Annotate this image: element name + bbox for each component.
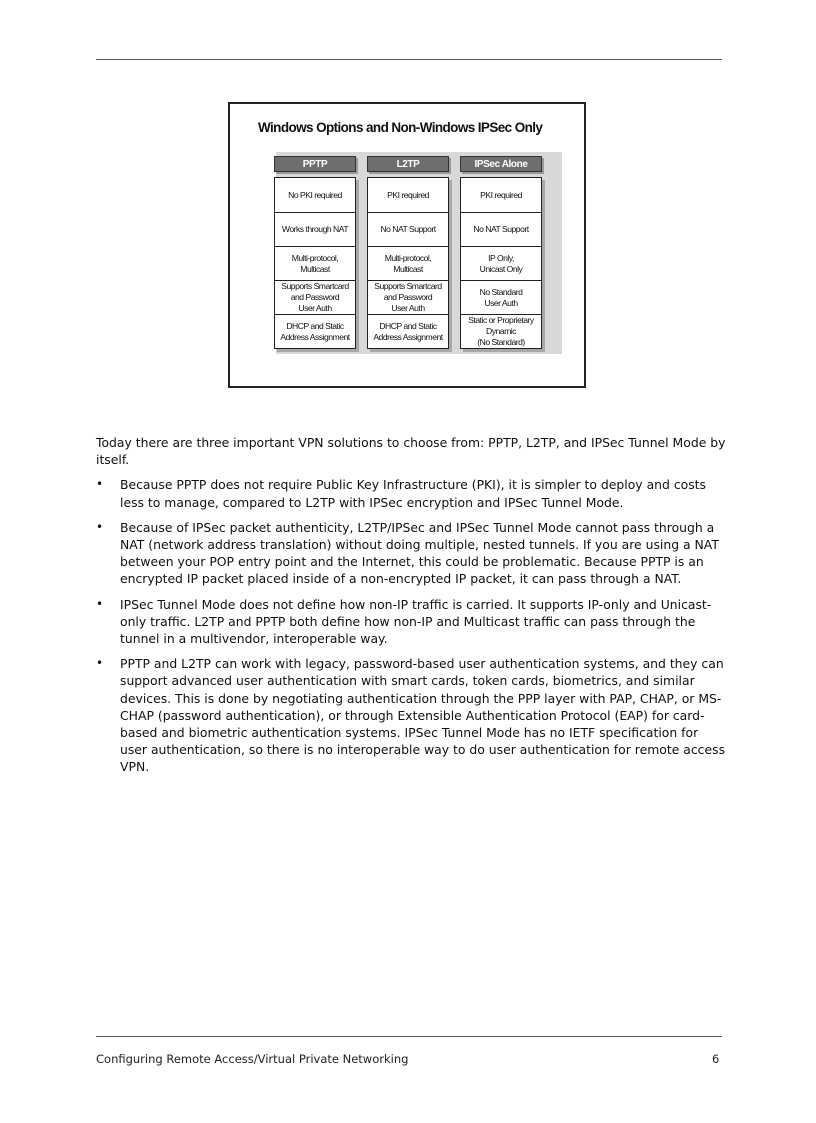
l2tp-cell: Supports Smartcard and Password User Auth	[368, 280, 448, 314]
intro-paragraph: Today there are three important VPN solutions to choose from: PPTP, L2TP, and IPSec Tunnel Mode by itself.	[96, 435, 726, 468]
column-header-ipsec: IPSec Alone	[460, 156, 542, 172]
bullet-icon: •	[96, 596, 104, 611]
footer-rule	[96, 1036, 722, 1037]
body-text	[96, 434, 726, 784]
ipsec-cells	[460, 177, 542, 349]
ipsec-cell: PKI required	[480, 189, 522, 200]
page-number: 6	[712, 1052, 720, 1066]
bullet-icon: •	[96, 477, 104, 492]
bullet-item	[96, 596, 726, 648]
footer-title: Configuring Remote Access/Virtual Private Networking	[96, 1052, 409, 1066]
bullet-text: Because PPTP does not require Public Key Infrastructure (PKI), it is simpler to deploy and costs less to manage, compared to L2TP with IPSec encryption and IPSec Tunnel Mode.	[120, 477, 706, 510]
column-header-l2tp: L2TP	[367, 156, 449, 172]
bullet-text: PPTP and L2TP can work with legacy, password-based user authentication systems, and they can support advanced user authentication with smart cards, token cards, biometrics, and similar devices. This is done by negotiating authentication through the PPP layer with PAP, CHAP, or MS-CHAP (password authentication), or through Extensible Authentication Protocol (EAP) for card-based and biometric authentication systems. IPSec Tunnel Mode has no IETF specification for user authentication, so there is no interoperable way to do user authentication for remote access VPN.	[120, 656, 726, 775]
pptp-cell: Multi-protocol, Multicast	[275, 246, 355, 280]
pptp-cell: No PKI required	[288, 189, 342, 200]
figure-title: Windows Options and Non-Windows IPSec Only	[258, 120, 543, 135]
pptp-cell: DHCP and Static Address Assignment	[275, 314, 355, 348]
bullet-list	[96, 476, 726, 775]
l2tp-cell: Multi-protocol, Multicast	[368, 246, 448, 280]
l2tp-cells	[367, 177, 449, 349]
comparison-figure	[228, 102, 586, 388]
ipsec-column	[460, 156, 542, 349]
pptp-column	[274, 156, 356, 349]
bullet-icon: •	[96, 656, 104, 671]
ipsec-cell: IP Only, Unicast Only	[461, 246, 541, 280]
ipsec-cell: Static or Proprietary Dynamic (No Standard)	[461, 314, 541, 348]
bullet-item	[96, 476, 726, 510]
ipsec-cell: No Standard User Auth	[461, 280, 541, 314]
header-rule	[96, 59, 722, 60]
bullet-text: Because of IPSec packet authenticity, L2TP/IPSec and IPSec Tunnel Mode cannot pass through a NAT (network address translation) without doing multiple, nested tunnels. If you are using a NAT between your POP entry point and the Internet, this could be problematic. Because PPTP is an encrypted IP packet placed inside of a non-encrypted IP packet, it can pass through a NAT.	[120, 519, 719, 587]
ipsec-cell: No NAT Support	[461, 212, 541, 246]
pptp-cell: Supports Smartcard and Password User Auth	[275, 280, 355, 314]
bullet-icon: •	[96, 519, 104, 534]
l2tp-cell: No NAT Support	[368, 212, 448, 246]
column-header-pptp: PPTP	[274, 156, 356, 172]
l2tp-cell: DHCP and Static Address Assignment	[368, 314, 448, 348]
bullet-text: IPSec Tunnel Mode does not define how non-IP traffic is carried. It supports IP-only and Unicast-only traffic. L2TP and PPTP both define how non-IP and Multicast traffic can pass through the tunnel in a multivendor, interoperable way.	[120, 596, 712, 647]
pptp-cells	[274, 177, 356, 349]
bullet-item	[96, 655, 726, 775]
l2tp-column	[367, 156, 449, 349]
pptp-cell: Works through NAT	[275, 212, 355, 246]
bullet-item	[96, 519, 726, 588]
l2tp-cell: PKI required	[387, 189, 429, 200]
